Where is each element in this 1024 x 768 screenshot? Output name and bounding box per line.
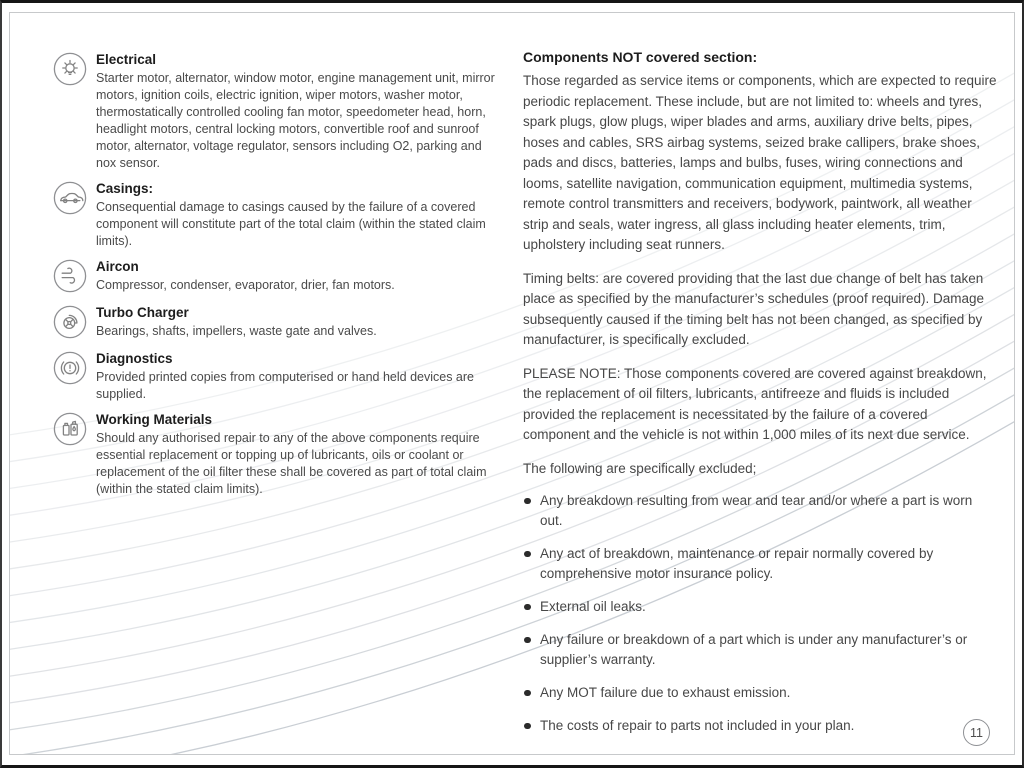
airflow-icon (50, 256, 90, 296)
excluded-item-text: External oil leaks. (540, 598, 646, 614)
document-page (9, 12, 1015, 755)
section-title: Turbo Charger (96, 305, 189, 320)
turbo-icon (50, 302, 90, 342)
excluded-item-text: Any MOT failure due to exhaust emission. (540, 684, 791, 700)
section-title: Electrical (96, 52, 157, 67)
lightbulb-icon (50, 49, 90, 89)
section-body: Consequential damage to casings caused by the failure of a covered component will constitute part of the total claim (within the stated claim limits). (96, 200, 486, 248)
excluded-item (523, 491, 997, 531)
brake-diagnostics-icon (50, 348, 90, 388)
bullet-icon (524, 690, 531, 697)
page-number: 11 (970, 725, 983, 740)
oil-bottles-icon (50, 409, 90, 449)
bullet-icon (524, 498, 531, 505)
section-casings (50, 180, 502, 250)
not-covered-column (523, 47, 997, 749)
section-title: Working Materials (96, 412, 213, 427)
bullet-icon (524, 604, 531, 611)
excluded-list (523, 491, 997, 736)
section-turbo-charger (50, 304, 502, 342)
excluded-item (523, 716, 997, 736)
section-title: Aircon (96, 259, 139, 274)
section-body: Bearings, shafts, impellers, waste gate and valves. (96, 324, 377, 338)
excluded-item-text: Any failure or breakdown of a part which is under any manufacturer’s or supplier’s warranty. (540, 631, 968, 667)
not-covered-paragraph: Those regarded as service items or components, which are expected to require periodic replacement. These include, but are not limited to: wheels and tyres, spark plugs, glow plugs, wiper blades and arms, auxiliary drive belts, pipes, hoses and cables, SRS airbag systems, seized brake callipers, brake shoes, pads and discs, batteries, lamps and bulbs, fuses, wiring connections and looms, satellite navigation, communication equipment, multimedia systems, remote control transmitters and receivers, bodywork, paintwork, all weather strip and seals, water ingress, all glass including heater elements, trim, upholstery including seat runners. (523, 73, 997, 252)
excluded-item (523, 683, 997, 703)
section-body: Provided printed copies from computerised or hand held devices are supplied. (96, 370, 474, 401)
section-aircon (50, 258, 502, 296)
section-electrical (50, 51, 502, 172)
section-title: Casings: (96, 181, 154, 196)
not-covered-heading: Components NOT covered section: (523, 49, 758, 65)
section-title: Diagnostics (96, 351, 173, 366)
section-working-materials (50, 411, 502, 498)
excluded-item-text: Any act of breakdown, maintenance or repair normally covered by comprehensive motor insurance policy. (540, 545, 934, 581)
page-number-badge (963, 719, 990, 746)
bullet-icon (524, 723, 531, 730)
excluded-item (523, 630, 997, 670)
timing-belts-paragraph: Timing belts: are covered providing that the last due change of belt has taken place as specified by the manufacturer’s schedules (proof required). Damage subsequently caused if the timing belt has not been changed, as specified by manufacturer, is specifically excluded. (523, 270, 984, 347)
excluded-item (523, 544, 997, 584)
section-body: Compressor, condenser, evaporator, drier, fan motors. (96, 278, 395, 292)
section-diagnostics (50, 350, 502, 403)
excluded-item-text: Any breakdown resulting from wear and tear and/or where a part is worn out. (540, 492, 973, 528)
bullet-icon (524, 551, 531, 558)
car-icon (50, 178, 90, 218)
excluded-item (523, 597, 997, 617)
excluded-intro: The following are specifically excluded; (523, 460, 757, 476)
bullet-icon (524, 637, 531, 644)
please-note-paragraph: PLEASE NOTE: Those components covered are covered against breakdown, the replacement of oil filters, lubricants, antifreeze and fluids is included provided the replacement is necessitated by the failure of a covered component and the vehicle is not within 1,000 miles of its next due service. (523, 365, 987, 442)
excluded-item-text: The costs of repair to parts not included in your plan. (540, 717, 855, 733)
covered-components-column (50, 51, 502, 506)
section-body: Should any authorised repair to any of the above components require essential replacement or topping up of lubricants, oils or coolant or replacement of the oil filter these shall be covered as part of total claim (within the stated claim limits). (96, 431, 487, 496)
section-body: Starter motor, alternator, window motor, engine management unit, mirror motors, ignition coils, electric ignition, wiper motors, washer motor, thermostatically controlled cooling fan motor, speedometer head, horn, headlight motors, central locking motors, convertible roof and sunroof motor, alternator, voltage regulator, sensors including O2, parking and nox sensor. (96, 71, 495, 170)
